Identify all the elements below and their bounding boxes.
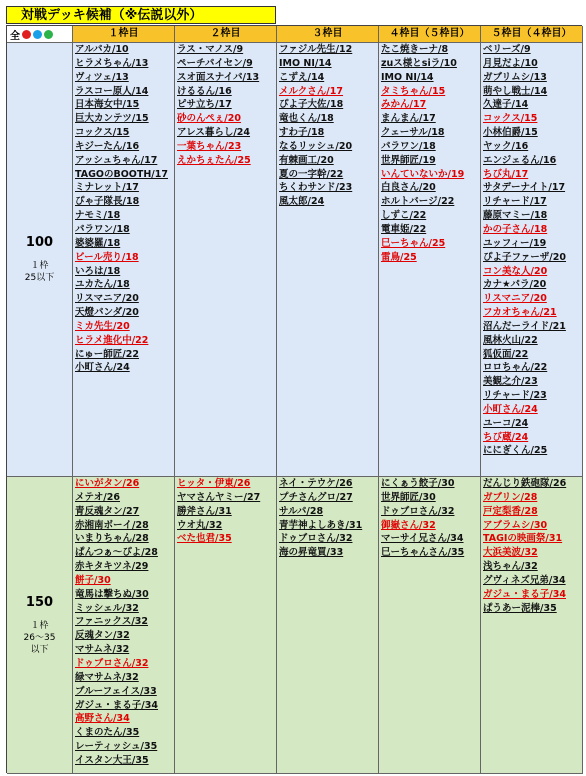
list-item: ぴゃ子隊長/18 (75, 196, 140, 208)
list-item: ガブリムシ/13 (483, 71, 547, 83)
list-item: ラスコー原人/14 (75, 85, 149, 97)
list-item: 一葉ちゃん/23 (177, 140, 242, 152)
deck-list-cell (175, 43, 277, 477)
page-title: 対戦デッキ候補（※伝説以外） (6, 6, 276, 24)
green-dot-icon (44, 30, 53, 39)
list-item: ヤック/16 (483, 140, 529, 152)
list-item: ネイ・テウケ/26 (279, 478, 353, 489)
list-item: ガジュ・まる子/34 (75, 699, 159, 711)
deck-list (73, 477, 174, 768)
list-item: 海の昇竜買/33 (279, 547, 344, 559)
list-item: キジーたん/16 (75, 140, 140, 152)
deck-list (73, 43, 174, 375)
list-item: コン美な人/20 (483, 265, 548, 277)
list-item: 高野さん/34 (75, 713, 130, 725)
list-item: 藤原マミー/18 (483, 210, 548, 222)
list-item: ファニックス/32 (75, 616, 149, 628)
list-item: エンジェるん/16 (483, 154, 557, 166)
deck-list (175, 477, 276, 546)
deck-list (379, 43, 480, 265)
deck-list-cell (481, 477, 583, 774)
list-item: メルクさん/17 (279, 85, 344, 97)
deck-list-cell (73, 477, 175, 774)
list-item: レーティッシュ/35 (75, 741, 158, 753)
list-item: ウオ丸/32 (177, 519, 223, 531)
list-item: ロロちゃん/22 (483, 362, 548, 374)
list-item: にゅー師匠/22 (75, 348, 140, 360)
list-item: アルパカ/10 (75, 44, 129, 55)
list-item: ビール売り/18 (75, 251, 139, 263)
list-item: 婆婆羅/18 (75, 237, 121, 249)
list-item: ホルトバージ/22 (381, 196, 455, 208)
list-item: かの子さん/18 (483, 223, 548, 235)
list-item: ユッフィー/19 (483, 237, 547, 249)
list-item: 風林火山/22 (483, 334, 538, 346)
list-item: マサムネ/32 (75, 644, 130, 656)
list-item: 大浜美波/32 (483, 547, 538, 559)
column-header: ３枠目 (277, 26, 379, 43)
column-header: ５枠目（４枠目） (481, 26, 583, 43)
list-item: アッシュちゃん/17 (75, 154, 158, 166)
list-item: フカオちゃん/21 (483, 307, 557, 319)
list-item: コックス/15 (75, 127, 130, 139)
list-item: サルパ/28 (279, 505, 324, 517)
list-item: TAGOのBOOTH/17 (75, 168, 168, 180)
list-item: 竜馬は撃ちぬ/30 (75, 588, 149, 600)
tier-note: １枠 (30, 261, 49, 271)
list-item: 勝斧さん/31 (177, 505, 232, 517)
list-item: 日本海女中/15 (75, 99, 140, 111)
tier-note: 以下 (30, 644, 49, 655)
list-item: ドゥブロさん/32 (279, 533, 353, 545)
list-item: にくぁう餃子/30 (381, 478, 455, 489)
list-item: 巳ーちゃん/25 (381, 237, 446, 249)
list-item: 戸定梨香/28 (483, 505, 538, 517)
deck-list-cell (277, 43, 379, 477)
list-item: えかちぇたん/25 (177, 154, 251, 166)
deck-list-cell (379, 43, 481, 477)
deck-list (175, 43, 276, 168)
all-label: 全 (10, 30, 20, 42)
list-item: 反魂タン/32 (75, 630, 130, 642)
list-item: アレス暮らし/24 (177, 127, 251, 139)
deck-list (277, 477, 378, 560)
list-item: なるリッシュ/20 (279, 140, 353, 152)
list-item: ヴィツェ/13 (75, 71, 129, 83)
list-item: ヤマさんヤミー/27 (177, 491, 261, 503)
list-item: ガブリン/28 (483, 491, 538, 503)
tier-note: 26～35 (23, 632, 56, 643)
column-header: １枠目 (73, 26, 175, 43)
list-item: ミッシェル/32 (75, 602, 139, 614)
list-item: くまのたん/35 (75, 727, 140, 739)
list-item: 巨大カンテツ/15 (75, 113, 149, 125)
list-item: べた也君/35 (177, 533, 232, 545)
deck-list-cell (175, 477, 277, 774)
list-item: クェーサル/18 (381, 127, 445, 139)
list-item: たこ焼きーナ/8 (381, 44, 449, 55)
list-item: ちび蔵/24 (483, 431, 529, 443)
list-item: 世界師匠/30 (381, 491, 436, 503)
tier-note: 25以下 (24, 273, 55, 283)
list-item: しずこ/22 (381, 210, 427, 222)
list-item: みかん/17 (381, 99, 427, 111)
list-item: ヒラメ進化中/22 (75, 334, 149, 346)
list-item: すわ子/18 (279, 127, 325, 139)
list-item: 青反魂タン/27 (75, 505, 140, 517)
list-item: パラワン/18 (75, 223, 130, 235)
list-item: リスマニア/20 (75, 293, 139, 305)
list-item: ラス・マノス/9 (177, 44, 244, 55)
list-item: 天燈パンダ/20 (75, 307, 139, 319)
list-item: けるるん/16 (177, 85, 232, 97)
list-item: ピサ立ち/17 (177, 99, 232, 111)
list-item: ユカたん/18 (75, 279, 130, 291)
list-item: ミカ先生/20 (75, 320, 130, 332)
list-item: 青芋神よしあき/31 (279, 519, 363, 531)
column-header: ４枠目（５枠目） (379, 26, 481, 43)
list-item: ににぎくん/25 (483, 445, 548, 457)
tier-value: 150 (25, 594, 54, 610)
list-item: ファジル先生/12 (279, 44, 353, 55)
list-item: ガジュ・まる子/34 (483, 588, 567, 600)
list-item: リスマニア/20 (483, 293, 547, 305)
list-item: リチャード/23 (483, 390, 547, 402)
list-item: ナモミ/18 (75, 210, 121, 222)
deck-list (379, 477, 480, 560)
list-item: 小林伯爵/15 (483, 127, 538, 139)
list-item: 夏の一字幹/22 (279, 168, 344, 180)
deck-list (481, 43, 582, 458)
list-item: 世界師匠/19 (381, 154, 436, 166)
list-item: タミちゃん/15 (381, 85, 446, 97)
list-item: 電車姫/22 (381, 223, 427, 235)
list-item: 御嶽さん/32 (381, 519, 436, 531)
list-item: ぴよ子ファーザ/20 (483, 251, 567, 263)
list-item: コックス/15 (483, 113, 538, 125)
list-item: zuス様とsiラ/10 (381, 57, 457, 69)
list-item: IMO NI/14 (279, 57, 332, 69)
deck-list-cell (379, 477, 481, 774)
list-item: ぱうあー泥棒/35 (483, 602, 557, 614)
deck-list (481, 477, 582, 615)
list-item: 巳ーちゃんさん/35 (381, 547, 465, 559)
list-item: ペーチパイセン/9 (177, 57, 253, 69)
red-dot-icon (22, 30, 31, 39)
list-item: ドゥブロさん/32 (75, 657, 149, 669)
list-item: ちび丸/17 (483, 168, 529, 180)
list-item: 沼んだーライド/21 (483, 320, 566, 332)
column-header: ２枠目 (175, 26, 277, 43)
list-item: 緑マサムネ/32 (75, 671, 139, 683)
list-item: 小町さん/24 (483, 403, 538, 415)
list-item: ドゥブロさん/32 (381, 505, 455, 517)
deck-table (6, 25, 582, 773)
list-item: アブラムシ/30 (483, 519, 548, 531)
tier-label-100 (7, 43, 73, 477)
list-item: TAGIの映画祭/31 (483, 533, 563, 545)
list-item: だんじり鉄砲隊/26 (483, 478, 567, 489)
list-item: いまりちゃん/28 (75, 533, 149, 545)
list-item: ぱんつぁ～ぴよ/28 (75, 547, 158, 559)
list-item: IMO NI/14 (381, 71, 434, 83)
list-item: ブルーフェイス/33 (75, 685, 157, 697)
list-item: 赤湘南ボーイ/28 (75, 519, 149, 531)
list-item: 小町さん/24 (75, 362, 130, 374)
list-item: にいがタン/26 (75, 478, 140, 489)
list-item: グヴィネズ兄弟/34 (483, 574, 566, 586)
tier-label-150 (7, 477, 73, 774)
list-item: 久達子/14 (483, 99, 529, 111)
list-item: サタデーナイト/17 (483, 182, 566, 194)
list-item: マーサイ兄さん/34 (381, 533, 464, 545)
list-item: リチャード/17 (483, 196, 547, 208)
list-item: ぴよ子大佐/18 (279, 99, 344, 111)
list-item: ユーコ/24 (483, 417, 529, 429)
header-filter-cell (7, 26, 73, 43)
list-item: ミナレット/17 (75, 182, 139, 194)
deck-list-cell (481, 43, 583, 477)
list-item: 赤キタキツネ/29 (75, 561, 149, 573)
deck-list-cell (277, 477, 379, 774)
list-item: ヒッタ・伊東/26 (177, 478, 251, 489)
list-item: こずえ/14 (279, 71, 325, 83)
list-item: 月見だよ/10 (483, 57, 538, 69)
list-item: 雷鳥/25 (381, 251, 417, 263)
list-item: 萌やし戦士/14 (483, 85, 548, 97)
tier-note: １枠 (30, 620, 49, 631)
list-item: 砂のんぺぇ/20 (177, 113, 242, 125)
list-item: 竜也くん/18 (279, 113, 334, 125)
tier-value: 100 (25, 235, 54, 250)
list-item: 餅子/30 (75, 574, 111, 586)
deck-list (277, 43, 378, 209)
list-item: 美観之介/23 (483, 376, 538, 388)
list-item: ちくわサンド/23 (279, 182, 353, 194)
list-item: 風太郎/24 (279, 196, 325, 208)
list-item: スオ面スナイパ/13 (177, 71, 260, 83)
list-item: 白良さん/20 (381, 182, 436, 194)
list-item: まんまん/17 (381, 113, 436, 125)
list-item: 狐仮面/22 (483, 348, 529, 360)
list-item: パラワン/18 (381, 140, 436, 152)
list-item: カナ★パラ/20 (483, 279, 547, 291)
list-item: 浅ちゃん/32 (483, 561, 538, 573)
blue-dot-icon (33, 30, 42, 39)
list-item: ベリーズ/9 (483, 44, 531, 55)
list-item: イスタン大王/35 (75, 754, 149, 766)
list-item: メテオ/26 (75, 491, 121, 503)
list-item: いんていないか/19 (381, 168, 465, 180)
list-item: プチさんグロ/27 (279, 491, 353, 503)
list-item: 有棘画工/20 (279, 154, 334, 166)
deck-list-cell (73, 43, 175, 477)
list-item: ヒラメちゃん/13 (75, 57, 149, 69)
list-item: いろは/18 (75, 265, 121, 277)
